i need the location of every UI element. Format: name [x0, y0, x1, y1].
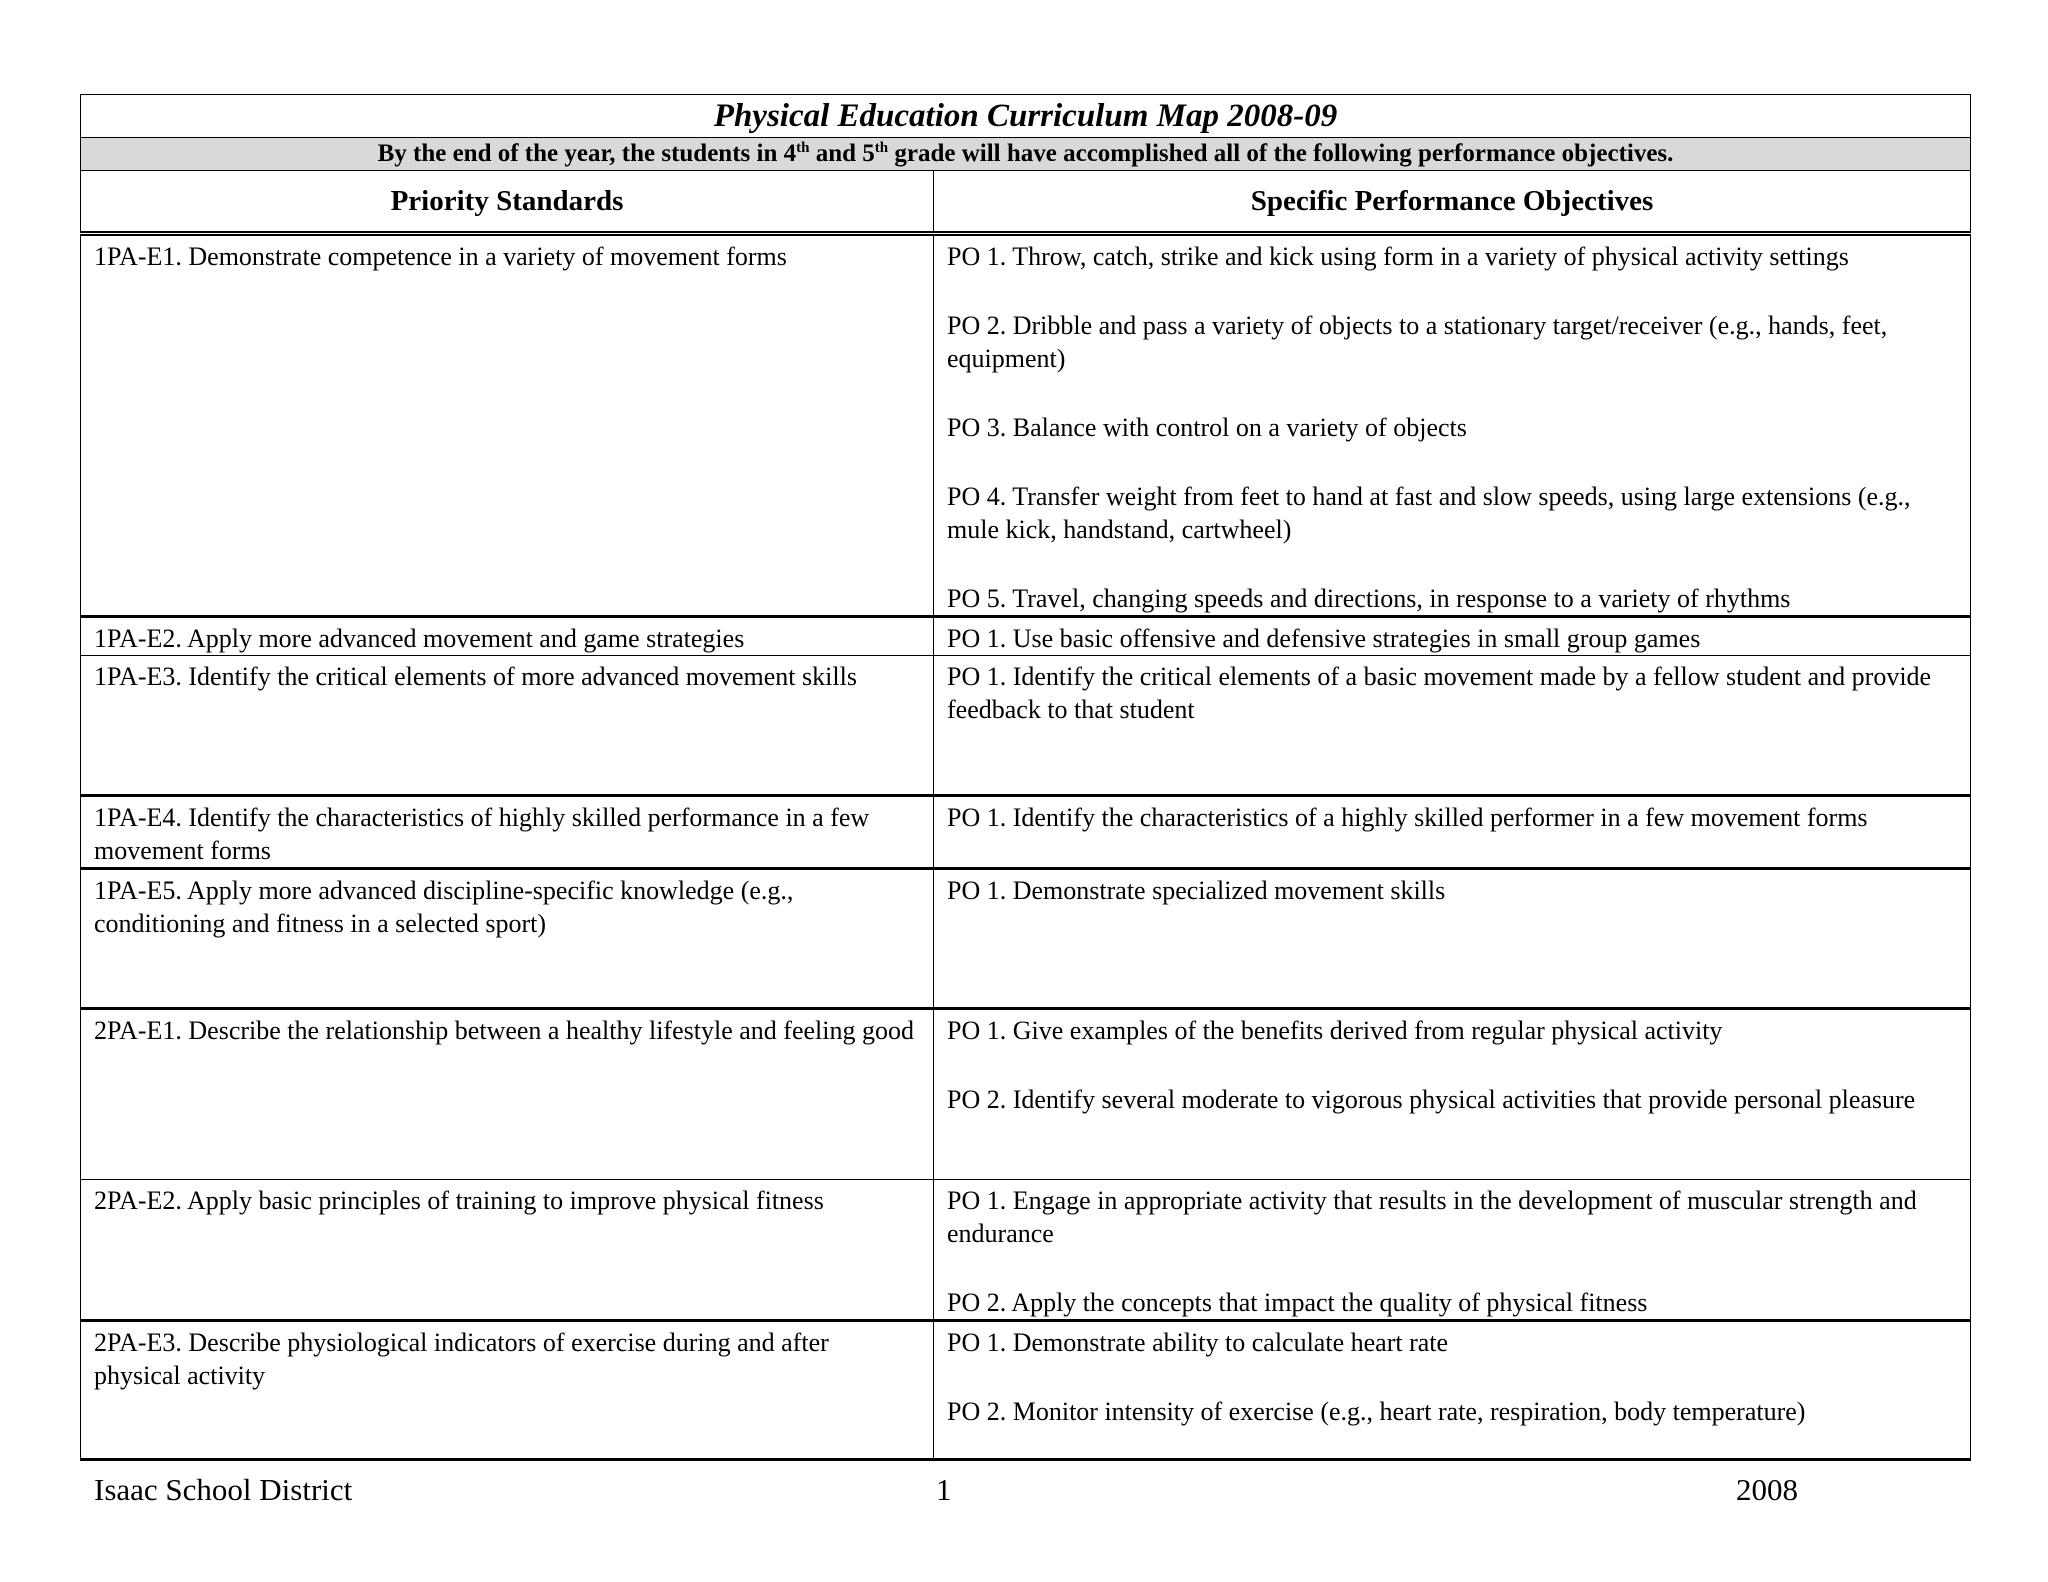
footer-page-number: 1 — [936, 1472, 952, 1507]
objective: PO 1. Identify the critical elements of a basic movement made by a fellow student and provide feedback to that student — [947, 662, 1932, 724]
table-row — [81, 656, 1971, 796]
table-row — [81, 234, 1971, 617]
objective: PO 1. Demonstrate specialized movement skills — [947, 876, 1446, 905]
objectives-cell — [934, 234, 1971, 617]
objective: PO 5. Travel, changing speeds and directions, in response to a variety of rhythms — [947, 584, 1791, 613]
objective: PO 1. Use basic offensive and defensive strategies in small group games — [947, 624, 1701, 653]
objective: PO 2. Identify several moderate to vigorous physical activities that provide personal pleasure — [947, 1085, 1916, 1114]
table-row — [81, 617, 1971, 656]
objective: PO 2. Dribble and pass a variety of objects to a stationary target/receiver (e.g., hands, feet, equipment) — [947, 311, 1888, 373]
document-page — [80, 94, 1970, 1461]
table-row — [81, 869, 1971, 1009]
priority-standards-header: Priority Standards — [81, 171, 934, 234]
objective: PO 1. Identify the characteristics of a highly skilled performer in a few movement forms — [947, 803, 1868, 832]
objective: PO 1. Give examples of the benefits derived from regular physical activity — [947, 1016, 1723, 1045]
objectives-cell — [934, 656, 1971, 796]
grade-objectives-banner — [81, 138, 1971, 171]
banner-superscript-1: th — [796, 140, 810, 156]
footer-district: Isaac School District — [94, 1472, 353, 1507]
objective: PO 1. Throw, catch, strike and kick using form in a variety of physical activity settings — [947, 242, 1849, 271]
footer-year: 2008 — [1736, 1472, 1798, 1507]
standard-cell: 1PA-E4. Identify the characteristics of highly skilled performance in a few movement forms — [81, 796, 934, 869]
banner-text-3: grade will have accomplished all of the following performance objectives. — [888, 140, 1674, 167]
standard-cell: 1PA-E2. Apply more advanced movement and game strategies — [81, 617, 934, 656]
banner-text-1: By the end of the year, the students in 4 — [377, 140, 797, 167]
objectives-cell — [934, 1180, 1971, 1321]
objective: PO 1. Engage in appropriate activity that results in the development of muscular strength and endurance — [947, 1186, 1917, 1248]
table-row — [81, 796, 1971, 869]
performance-objectives-header: Specific Performance Objectives — [934, 171, 1971, 234]
standard-cell: 1PA-E5. Apply more advanced discipline-specific knowledge (e.g., conditioning and fitness in a selected sport) — [81, 869, 934, 1009]
objectives-cell — [934, 869, 1971, 1009]
table-row — [81, 1009, 1971, 1180]
document-title: Physical Education Curriculum Map 2008-09 — [81, 95, 1971, 138]
standard-cell: 2PA-E1. Describe the relationship between a healthy lifestyle and feeling good — [81, 1009, 934, 1180]
standard-cell: 2PA-E3. Describe physiological indicators of exercise during and after physical activity — [81, 1321, 934, 1460]
banner-text-2: and 5 — [809, 140, 875, 167]
objectives-cell — [934, 1321, 1971, 1460]
objectives-cell — [934, 796, 1971, 869]
standard-cell: 1PA-E1. Demonstrate competence in a variety of movement forms — [81, 234, 934, 617]
objectives-cell — [934, 1009, 1971, 1180]
standard-cell: 1PA-E3. Identify the critical elements of more advanced movement skills — [81, 656, 934, 796]
objective: PO 2. Apply the concepts that impact the quality of physical fitness — [947, 1288, 1648, 1317]
objective: PO 2. Monitor intensity of exercise (e.g., heart rate, respiration, body temperature) — [947, 1397, 1806, 1426]
objective: PO 4. Transfer weight from feet to hand at fast and slow speeds, using large extensions (e.g., mule kick, handstand, cartwheel) — [947, 482, 1911, 544]
standard-cell: 2PA-E2. Apply basic principles of training to improve physical fitness — [81, 1180, 934, 1321]
table-row — [81, 1180, 1971, 1321]
curriculum-table — [80, 94, 1971, 1461]
objectives-cell — [934, 617, 1971, 656]
objective: PO 3. Balance with control on a variety of objects — [947, 413, 1467, 442]
banner-superscript-2: th — [874, 140, 889, 156]
table-row — [81, 1321, 1971, 1460]
objective: PO 1. Demonstrate ability to calculate heart rate — [947, 1328, 1449, 1357]
